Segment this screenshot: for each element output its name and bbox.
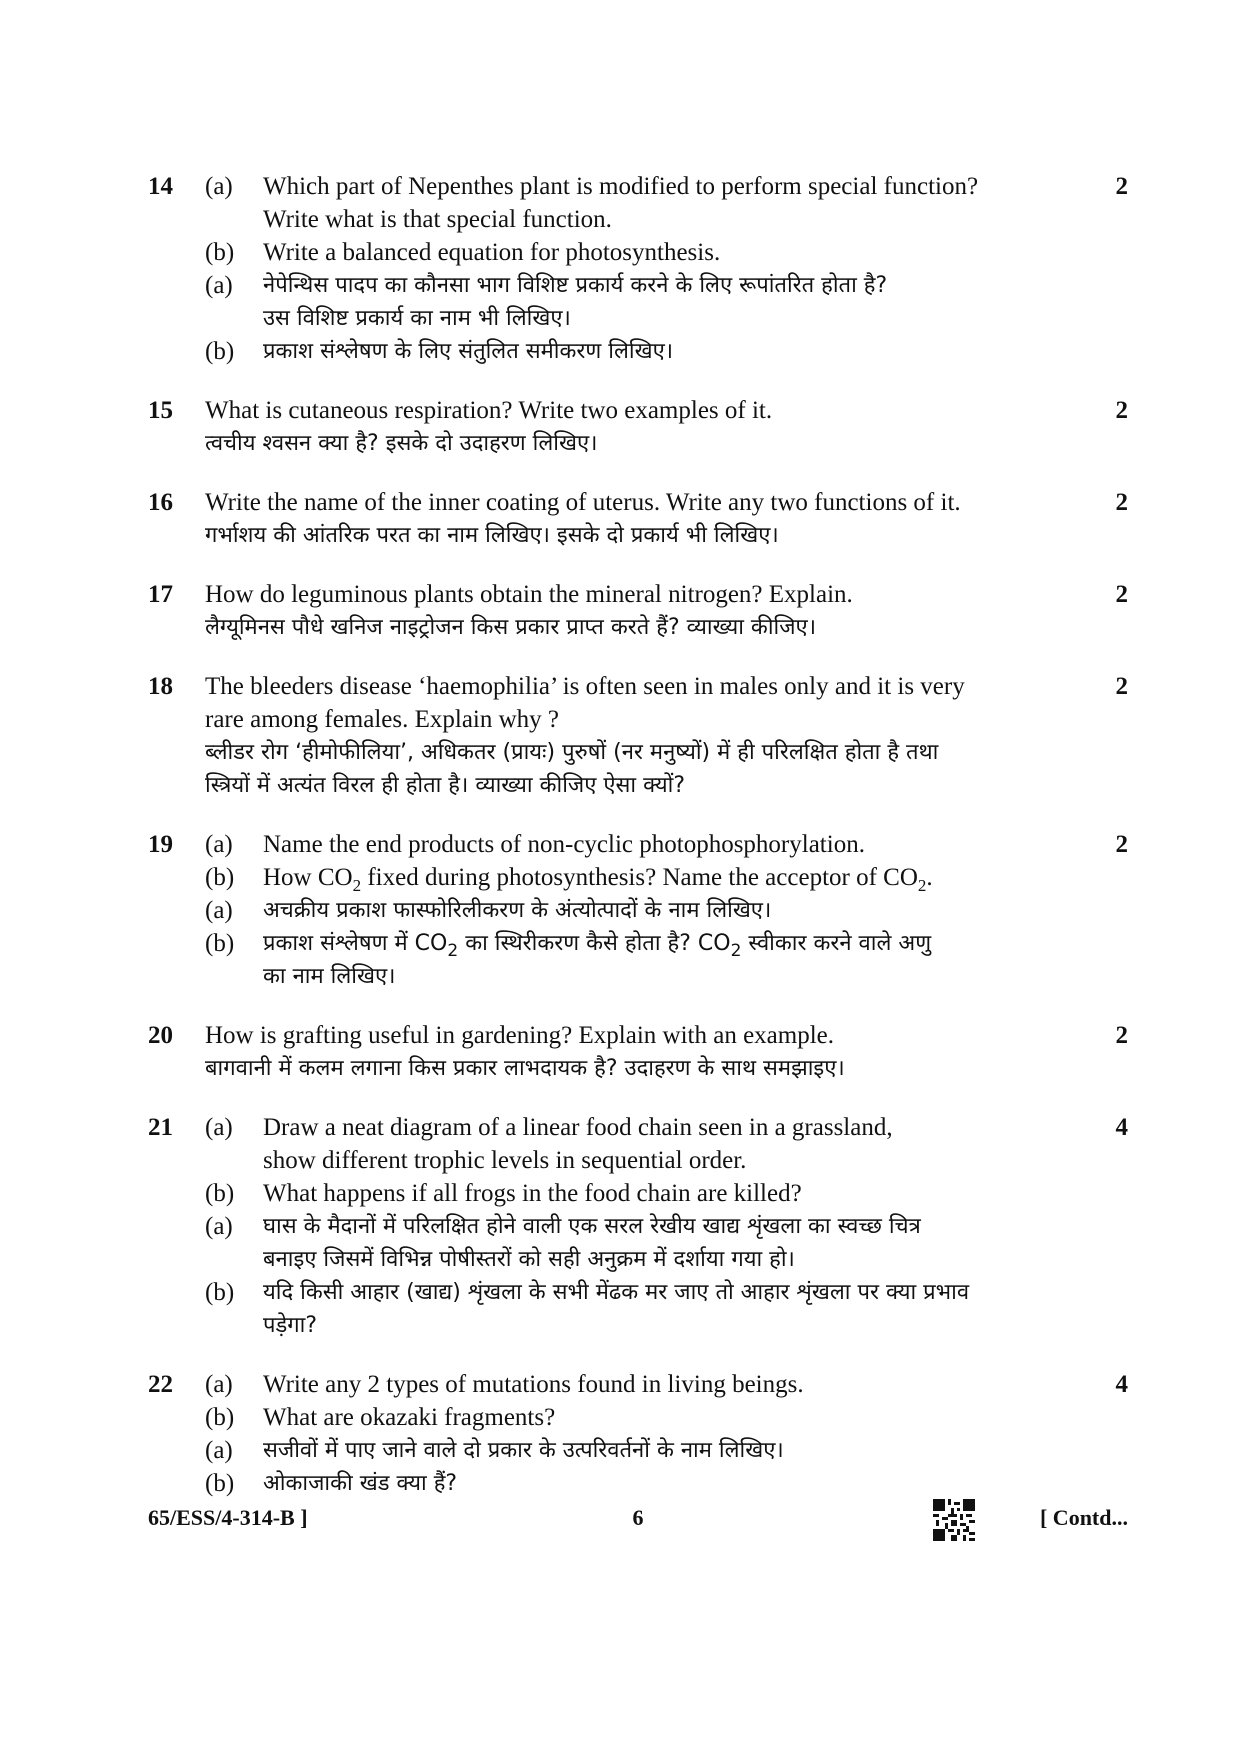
question-line xyxy=(205,1368,1082,1401)
question-line xyxy=(205,1243,1082,1276)
question-marks: 2 xyxy=(1115,831,1128,858)
question-line xyxy=(205,486,1082,519)
english-text: Write a balanced equation for photosynthesis. xyxy=(263,239,721,266)
question-number: 20 xyxy=(148,1022,173,1049)
question-line xyxy=(205,960,1082,993)
part-label xyxy=(205,203,263,236)
hindi-text: अचक्रीय प्रकाश फास्फोरिलीकरण के अंत्योत्पादों के नाम लिखिए। xyxy=(263,898,772,923)
question-body xyxy=(205,394,1082,460)
hindi-text: बागवानी में कलम लगाना किस प्रकार लाभदायक है? उदाहरण के साथ समझाइए। xyxy=(205,1056,845,1081)
part-label: (b) xyxy=(205,1470,235,1497)
page-number: 6 xyxy=(632,1505,644,1530)
hindi-text: प्रकाश संश्लेषण में $CO_2$ का स्थिरीकरण कैसे होता है? $CO_2$ स्वीकार करने वाले अणु xyxy=(263,931,932,961)
question-marks: 4 xyxy=(1115,1114,1128,1141)
question-line xyxy=(205,1434,1082,1467)
hindi-text: स्त्रियों में अत्यंत विरल ही होता है। व्याख्या कीजिए ऐसा क्यों? xyxy=(205,773,686,798)
question-line xyxy=(205,1052,1082,1085)
question-line xyxy=(205,335,1082,368)
english-text: Draw a neat diagram of a linear food chain seen in a grassland, xyxy=(263,1114,893,1141)
part-label: (a) xyxy=(205,897,233,924)
question-marks: 2 xyxy=(1115,173,1128,200)
page-footer xyxy=(148,1498,1128,1538)
question-line xyxy=(205,1467,1082,1500)
question-list xyxy=(148,170,1128,1526)
part-label: (a) xyxy=(205,272,233,299)
question-line xyxy=(205,578,1082,611)
question-15 xyxy=(148,394,1128,460)
question-line xyxy=(205,1177,1082,1210)
hindi-text: नेपेन्थिस पादप का कौनसा भाग विशिष्ट प्रकार्य करने के लिए रूपांतरित होता है? xyxy=(263,273,888,298)
english-text: Write what is that special function. xyxy=(263,206,612,233)
question-number: 16 xyxy=(148,489,173,516)
paper-code: 65/ESS/4-314-B ] xyxy=(148,1505,308,1530)
question-21 xyxy=(148,1111,1128,1342)
english-text: show different trophic levels in sequential order. xyxy=(263,1147,747,1174)
question-marks: 2 xyxy=(1115,397,1128,424)
question-line xyxy=(205,236,1082,269)
part-label xyxy=(205,1243,263,1276)
part-label: (b) xyxy=(205,338,235,365)
hindi-text: यदि किसी आहार (खाद्य) शृंखला के सभी मेंढक मर जाए तो आहार शृंखला पर क्या प्रभाव xyxy=(263,1280,970,1305)
question-number: 14 xyxy=(148,173,173,200)
question-marks: 2 xyxy=(1115,1022,1128,1049)
english-text: What is cutaneous respiration? Write two examples of it. xyxy=(205,397,773,424)
question-marks: 2 xyxy=(1115,581,1128,608)
qr-code-icon xyxy=(933,1499,975,1541)
question-line xyxy=(205,894,1082,927)
question-line xyxy=(205,170,1082,203)
question-line xyxy=(205,769,1082,802)
question-line xyxy=(205,1276,1082,1309)
english-text: rare among females. Explain why ? xyxy=(205,706,560,733)
hindi-text: प्रकाश संश्लेषण के लिए संतुलित समीकरण लिखिए। xyxy=(263,339,674,364)
question-number: 22 xyxy=(148,1371,173,1398)
question-20 xyxy=(148,1019,1128,1085)
english-text: Write any 2 types of mutations found in living beings. xyxy=(263,1371,804,1398)
english-text: Name the end products of non-cyclic photophosphorylation. xyxy=(263,831,865,858)
question-body xyxy=(205,578,1082,644)
continued-label: [ Contd... xyxy=(1039,1505,1128,1530)
question-16 xyxy=(148,486,1128,552)
question-19 xyxy=(148,828,1128,993)
hindi-text: का नाम लिखिए। xyxy=(263,964,396,989)
english-text: What happens if all frogs in the food chain are killed? xyxy=(263,1180,802,1207)
hindi-text: बनाइए जिसमें विभिन्न पोषीस्तरों को सही अनुक्रम में दर्शाया गया हो। xyxy=(263,1247,795,1272)
hindi-text: त्वचीय श्वसन क्या है? इसके दो उदाहरण लिखिए। xyxy=(205,431,598,456)
question-line xyxy=(205,394,1082,427)
part-label: (b) xyxy=(205,864,235,891)
question-line xyxy=(205,203,1082,236)
english-text: Which part of Nepenthes plant is modified to perform special function? xyxy=(263,173,979,200)
question-line xyxy=(205,861,1082,894)
question-marks: 2 xyxy=(1115,489,1128,516)
part-label: (b) xyxy=(205,930,235,957)
question-number: 19 xyxy=(148,831,173,858)
hindi-text: ब्लीडर रोग ‘हीमोफीलिया’, अधिकतर (प्रायः) पुरुषों (नर मनुष्यों) में ही परिलक्षित होता है तथा xyxy=(205,740,939,765)
question-line xyxy=(205,927,1082,960)
question-number: 18 xyxy=(148,673,173,700)
part-label xyxy=(205,1144,263,1177)
question-marks: 4 xyxy=(1115,1371,1128,1398)
question-body xyxy=(205,670,1082,802)
hindi-text: लैग्यूमिनस पौधे खनिज नाइट्रोजन किस प्रकार प्राप्त करते हैं? व्याख्या कीजिए। xyxy=(205,615,817,640)
question-line xyxy=(205,703,1082,736)
part-label: (a) xyxy=(205,1114,233,1141)
question-number: 21 xyxy=(148,1114,173,1141)
question-line xyxy=(205,1111,1082,1144)
question-18 xyxy=(148,670,1128,802)
hindi-text: घास के मैदानों में परिलक्षित होने वाली एक सरल रेखीय खाद्य शृंखला का स्वच्छ चित्र xyxy=(263,1214,921,1239)
question-line xyxy=(205,736,1082,769)
question-line xyxy=(205,519,1082,552)
english-text: How $CO_2$ fixed during photosynthesis? Name the acceptor of $CO_2$. xyxy=(263,864,933,895)
hindi-text: सजीवों में पाए जाने वाले दो प्रकार के उत्परिवर्तनों के नाम लिखिए। xyxy=(263,1438,784,1463)
question-body xyxy=(205,486,1082,552)
question-body xyxy=(205,1368,1082,1500)
part-label: (a) xyxy=(205,1213,233,1240)
part-label: (b) xyxy=(205,1279,235,1306)
question-line xyxy=(205,1309,1082,1342)
question-number: 17 xyxy=(148,581,173,608)
part-label: (a) xyxy=(205,173,233,200)
part-label xyxy=(205,960,263,993)
part-label: (b) xyxy=(205,1404,235,1431)
question-line xyxy=(205,670,1082,703)
question-17 xyxy=(148,578,1128,644)
english-text: The bleeders disease ‘haemophilia’ is often seen in males only and it is very xyxy=(205,673,965,700)
question-line xyxy=(205,269,1082,302)
hindi-text: गर्भाशय की आंतरिक परत का नाम लिखिए। इसके दो प्रकार्य भी लिखिए। xyxy=(205,523,779,548)
question-14 xyxy=(148,170,1128,368)
part-label: (a) xyxy=(205,831,233,858)
part-label: (a) xyxy=(205,1371,233,1398)
part-label xyxy=(205,302,263,335)
question-number: 15 xyxy=(148,397,173,424)
english-text: How is grafting useful in gardening? Explain with an example. xyxy=(205,1022,835,1049)
part-label: (b) xyxy=(205,1180,235,1207)
part-label: (a) xyxy=(205,1437,233,1464)
question-line xyxy=(205,1210,1082,1243)
english-text: How do leguminous plants obtain the mineral nitrogen? Explain. xyxy=(205,581,853,608)
hindi-text: पड़ेगा? xyxy=(263,1313,318,1338)
english-text: Write the name of the inner coating of uterus. Write any two functions of it. xyxy=(205,489,961,516)
question-22 xyxy=(148,1368,1128,1500)
question-line xyxy=(205,1401,1082,1434)
english-text: What are okazaki fragments? xyxy=(263,1404,556,1431)
question-marks: 2 xyxy=(1115,673,1128,700)
question-line xyxy=(205,427,1082,460)
question-body xyxy=(205,1111,1082,1342)
question-line xyxy=(205,1144,1082,1177)
question-body xyxy=(205,828,1082,993)
part-label: (b) xyxy=(205,239,235,266)
part-label xyxy=(205,1309,263,1342)
hindi-text: ओकाजाकी खंड क्या हैं? xyxy=(263,1471,458,1496)
question-line xyxy=(205,828,1082,861)
hindi-text: उस विशिष्ट प्रकार्य का नाम भी लिखिए। xyxy=(263,306,571,331)
question-line xyxy=(205,302,1082,335)
question-body xyxy=(205,170,1082,368)
question-line xyxy=(205,1019,1082,1052)
question-line xyxy=(205,611,1082,644)
question-body xyxy=(205,1019,1082,1085)
